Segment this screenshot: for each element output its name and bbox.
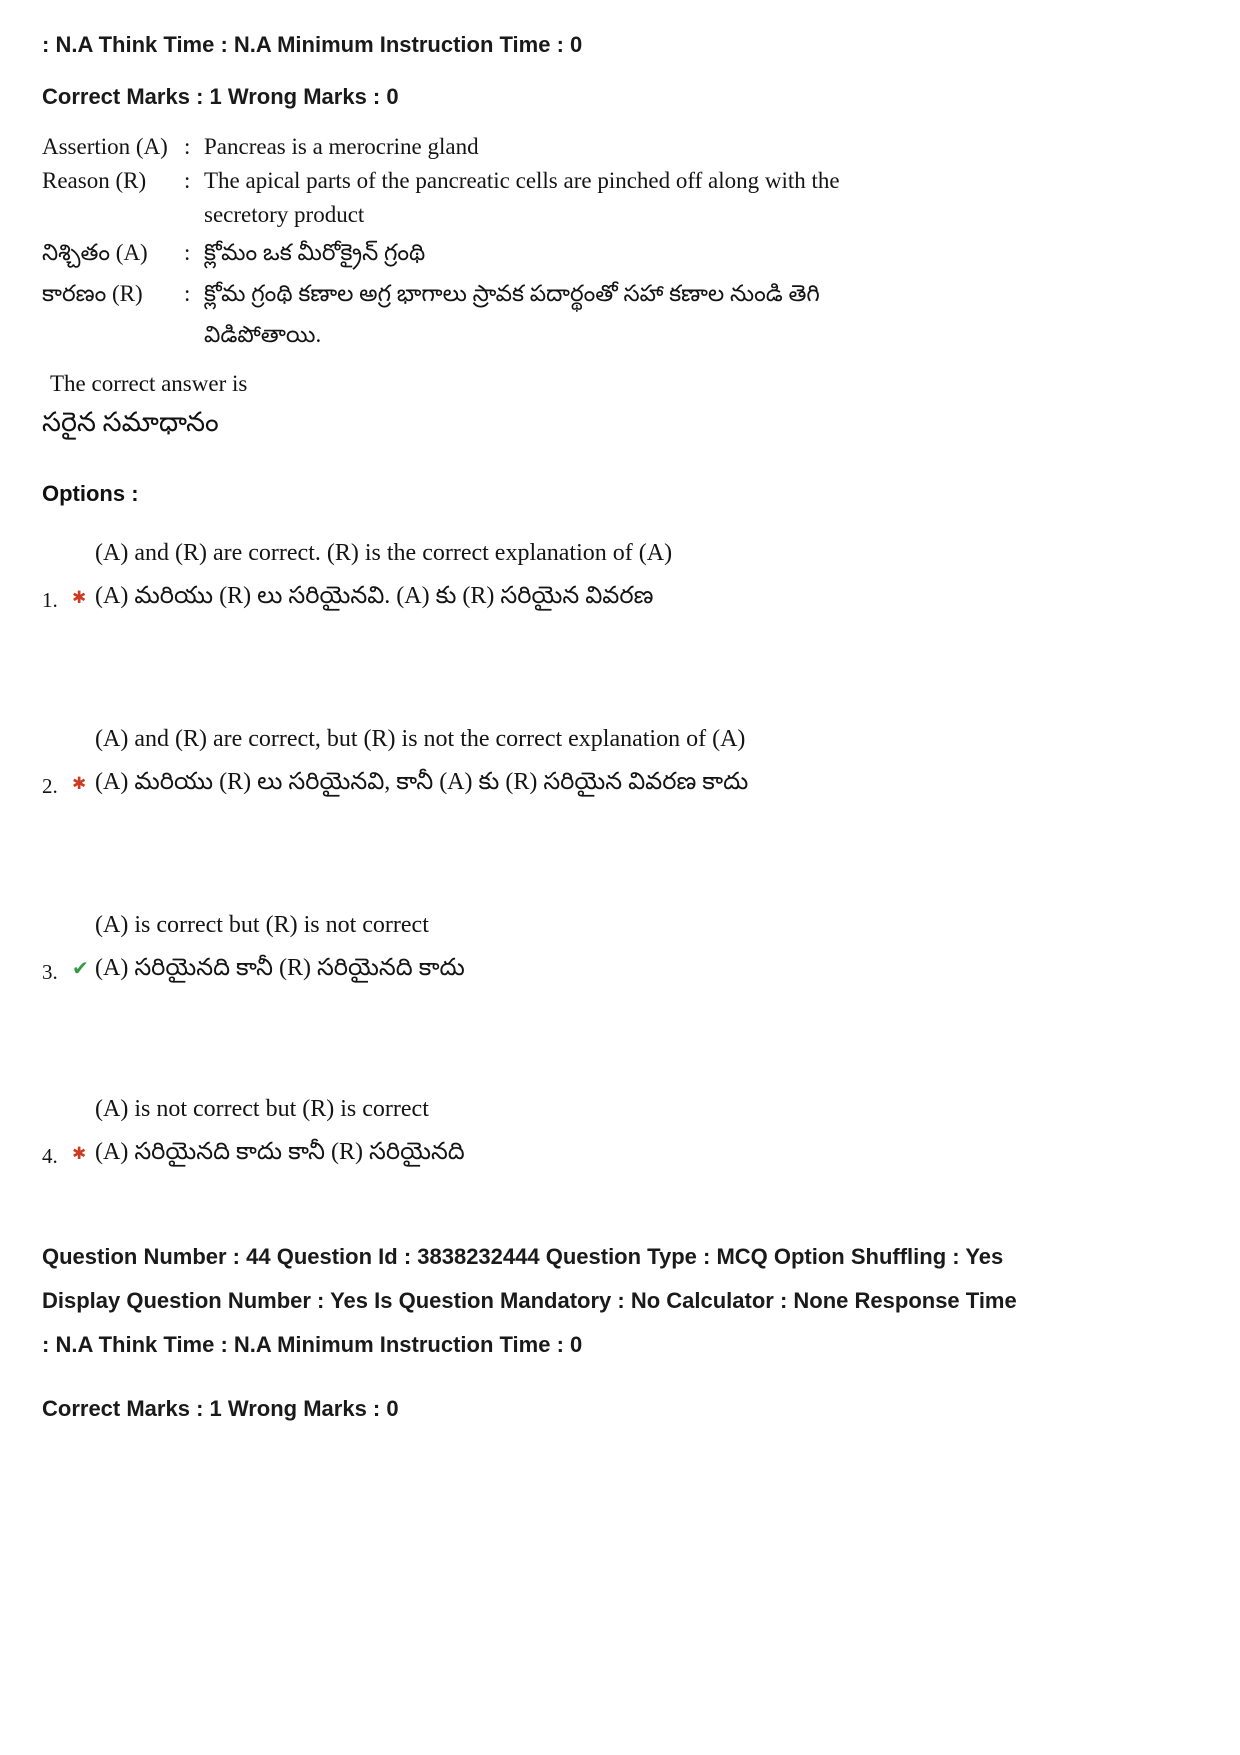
- option-1-text-te: (A) మరియు (R) లు సరియైనవి. (A) కు (R) సరియైన వివరణ: [95, 583, 654, 609]
- reason-label-en: Reason (R): [42, 168, 147, 193]
- wrong-answer-icon: ✱: [72, 774, 87, 794]
- option-1-row: [42, 573, 1180, 621]
- option-2-number: 2.: [42, 774, 58, 798]
- question-meta-line-2: Display Question Number : Yes Is Question Mandatory : No Calculator : None Response Time: [42, 1288, 1017, 1313]
- next-question-metadata: [42, 1235, 1180, 1431]
- assertion-label-te: నిశ్చితం (A): [42, 240, 148, 265]
- option-3-number: 3.: [42, 960, 58, 984]
- correct-marks-line-bottom: Correct Marks : 1 Wrong Marks : 0: [42, 1396, 399, 1421]
- option-3: [42, 905, 1180, 991]
- correct-marks-line-top: Correct Marks : 1 Wrong Marks : 0: [42, 84, 399, 109]
- colon-separator: :: [184, 240, 191, 265]
- reason-label-te: కారణం (R): [42, 281, 143, 306]
- question-meta-line-1: Question Number : 44 Question Id : 3838232444 Question Type : MCQ Option Shuffling : Yes: [42, 1244, 1004, 1269]
- correct-answer-intro-en: The correct answer is: [50, 371, 248, 396]
- option-2: [42, 719, 1180, 807]
- option-2-text-te: (A) మరియు (R) లు సరియైనవి, కానీ (A) కు (R) సరియైన వివరణ కాదు: [95, 769, 749, 795]
- question-meta-line-3: : N.A Think Time : N.A Minimum Instruction Time : 0: [42, 1332, 583, 1357]
- question-meta-continuation: : N.A Think Time : N.A Minimum Instruction Time : 0: [42, 32, 583, 57]
- assertion-row-en: [42, 130, 922, 164]
- option-3-text-en: (A) is correct but (R) is not correct: [95, 912, 429, 938]
- option-4-text-te: (A) సరియైనది కాదు కానీ (R) సరియైనది: [95, 1139, 465, 1165]
- option-4: [42, 1089, 1180, 1177]
- option-4-number: 4.: [42, 1144, 58, 1168]
- option-1-text-en: (A) and (R) are correct. (R) is the correct explanation of (A): [95, 540, 673, 566]
- options-heading: Options :: [42, 481, 139, 506]
- option-2-text-en: (A) and (R) are correct, but (R) is not the correct explanation of (A): [95, 726, 746, 752]
- option-3-text-te: (A) సరియైనది కానీ (R) సరియైనది కాదు: [95, 955, 465, 981]
- reason-row-en: [42, 164, 922, 232]
- assertion-label-en: Assertion (A): [42, 134, 168, 159]
- option-2-row: [42, 759, 1180, 807]
- option-1: [42, 533, 1180, 621]
- option-4-text-en: (A) is not correct but (R) is correct: [95, 1096, 429, 1122]
- options-list: [42, 533, 1180, 1177]
- assertion-row-te: [42, 232, 922, 273]
- colon-separator: :: [184, 134, 191, 159]
- option-1-number: 1.: [42, 588, 58, 612]
- colon-separator: :: [184, 281, 191, 306]
- wrong-answer-icon: ✱: [72, 588, 87, 608]
- colon-separator: :: [184, 168, 191, 193]
- reason-text-en: : The apical parts of the pancreatic cells are pinched off along with the secretory product: [184, 164, 922, 232]
- option-3-row: [42, 945, 1180, 991]
- question-body: [42, 130, 922, 355]
- assertion-text-en: : Pancreas is a merocrine gland: [184, 130, 922, 164]
- correct-answer-intro-te: సరైన సమాధానం: [42, 407, 219, 437]
- option-4-row: [42, 1129, 1180, 1177]
- correct-answer-icon: ✔: [72, 956, 89, 980]
- reason-row-te: [42, 273, 922, 355]
- assertion-text-te: : క్లోమం ఒక మీరోక్రైన్ గ్రంథి: [184, 232, 922, 273]
- reason-text-te: : క్లోమ గ్రంథి కణాల అగ్ర భాగాలు స్రావక పదార్థంతో సహా కణాల నుండి తెగి విడిపోతాయి.: [184, 273, 922, 355]
- wrong-answer-icon: ✱: [72, 1144, 87, 1164]
